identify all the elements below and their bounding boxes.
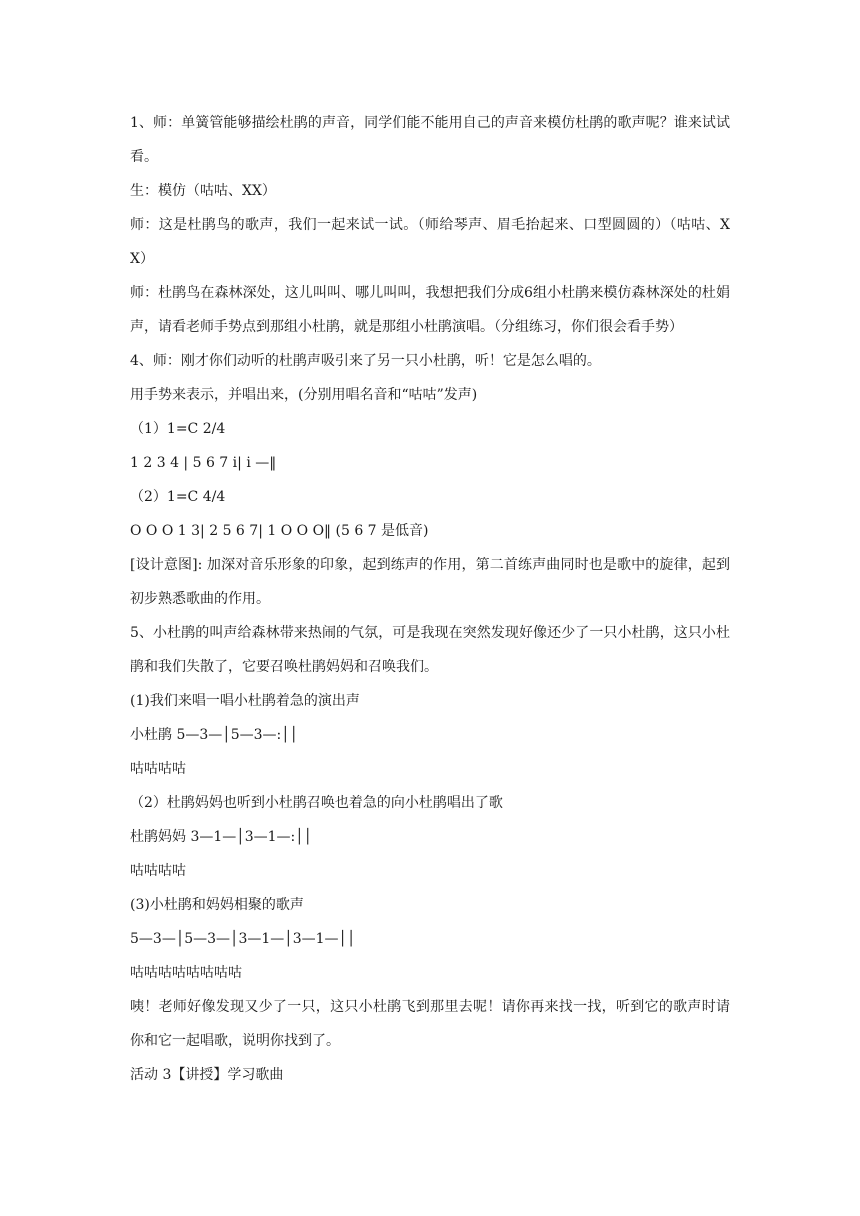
paragraph-11: [设计意图]: 加深对音乐形象的印象，起到练声的作用，第二首练声曲同时也是歌中的旋律，起到初步熟悉歌曲的作用。 [130, 557, 730, 607]
paragraph-6: 用手势来表示，并唱出来，(分别用唱名音和“咕咕”发声) [130, 387, 478, 403]
paragraph-20: 5—3—│5—3—│3—1—│3—1—││ [130, 931, 356, 947]
paragraph-16: （2）杜鹃妈妈也听到小杜鹃召唤也着急的向小杜鹃唱出了歌 [130, 795, 503, 811]
paragraph-4: 师：杜鹃鸟在森林深处，这儿叫叫、哪儿叫叫，我想把我们分成6组小杜鹃来模仿森林深处的杜娟声，请看老师手势点到那组小杜鹃，就是那组小杜鹃演唱。（分组练习，你们很会看手势） [130, 285, 730, 335]
paragraph-1: 1、师：单簧管能够描绘杜鹃的声音，同学们能不能用自己的声音来模仿杜鹃的歌声呢？谁来试试看。 [130, 115, 730, 165]
paragraph-14: 小杜鹃 5—3—│5—3—:││ [130, 727, 299, 743]
paragraph-23: 活动 3【讲授】学习歌曲 [130, 1067, 284, 1083]
paragraph-7: （1）1=C 2/4 [130, 421, 226, 437]
paragraph-19: (3)小杜鹃和妈妈相聚的歌声 [130, 897, 304, 913]
paragraph-12: 5、小杜鹃的叫声给森林带来热闹的气氛，可是我现在突然发现好像还少了一只小杜鹃，这只小杜鹃和我们失散了，它要召唤杜鹃妈妈和召唤我们。 [130, 625, 730, 675]
paragraph-3: 师：这是杜鹃鸟的歌声，我们一起来试一试。（师给琴声、眉毛抬起来、口型圆圆的）（咕咕、XX） [130, 217, 730, 267]
paragraph-13: (1)我们来唱一唱小杜鹃着急的演出声 [130, 693, 360, 709]
paragraph-5: 4、师：刚才你们动听的杜鹃声吸引来了另一只小杜鹃，听！它是怎么唱的。 [130, 353, 601, 369]
document-body [130, 106, 730, 1092]
paragraph-21: 咕咕咕咕咕咕咕咕 [130, 965, 242, 981]
paragraph-10: O O O 1 3| 2 5 6 7| 1 O O O‖ (5 6 7 是低音) [130, 523, 429, 539]
paragraph-15: 咕咕咕咕 [130, 761, 186, 777]
paragraph-17: 杜鹃妈妈 3—1—│3—1—:││ [130, 829, 313, 845]
paragraph-9: （2）1=C 4/4 [130, 489, 226, 505]
paragraph-8: 1 2 3 4 | 5 6 7 i| i —‖ [130, 455, 277, 471]
paragraph-22: 咦！老师好像发现又少了一只，这只小杜鹃飞到那里去呢！请你再来找一找，听到它的歌声时请你和它一起唱歌，说明你找到了。 [130, 999, 730, 1049]
paragraph-2: 生：模仿（咕咕、XX） [130, 183, 276, 199]
paragraph-18: 咕咕咕咕 [130, 863, 186, 879]
